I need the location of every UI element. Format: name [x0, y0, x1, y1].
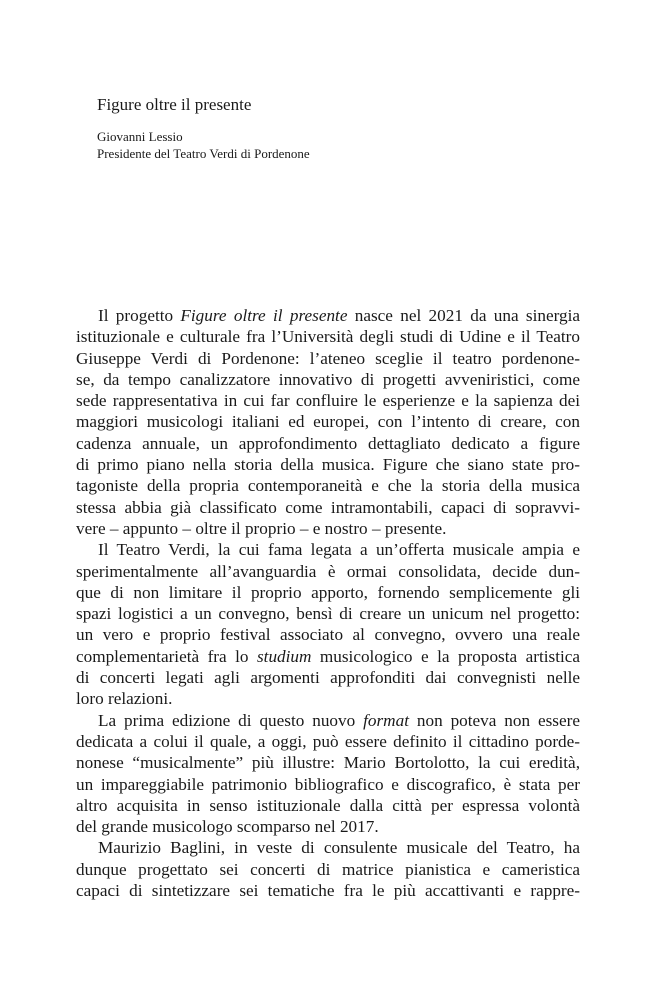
text-line: nonese “musicalmente” più illustre: Mario Bortolotto, la cui eredità,: [76, 753, 580, 773]
text-line: spazi logistici a un convegno, bensì di creare un unicum nel progetto:: [76, 604, 580, 624]
paragraph: [76, 305, 580, 539]
text-line: complementarietà fra lo studium musicologico e la proposta artistica: [76, 646, 581, 666]
italic-title: Figure oltre il presente: [180, 306, 348, 325]
text-line: del grande musicologo scomparso nel 2017.: [76, 817, 379, 837]
text-line: La prima edizione di questo nuovo format non poteva non essere: [98, 710, 580, 730]
text-line: dedicata a colui il quale, a oggi, può essere definito il cittadino porde-: [76, 731, 580, 751]
body-text: [76, 305, 580, 901]
text-line: di concerti legati agli argomenti approfonditi dai convegnisti nelle: [76, 668, 580, 688]
text-line: istituzionale e culturale fra l’Università degli studi di Udine e il Teatro: [76, 327, 580, 347]
italic-title: format: [363, 710, 409, 730]
text-line: Il progetto Figure oltre il presente nasce nel 2021 da una sinergia: [98, 306, 580, 325]
text-line: Il Teatro Verdi, la cui fama legata a un’offerta musicale ampia e: [98, 540, 580, 560]
text-line: capaci di sintetizzare sei tematiche fra le più accattivanti e rappre-: [76, 881, 580, 901]
author-role: Presidente del Teatro Verdi di Pordenone: [97, 146, 310, 161]
text-line: maggiori musicologi italiani ed europei, con l’intento di creare, con: [76, 412, 580, 432]
text-line: Maurizio Baglini, in veste di consulente musicale del Teatro, ha: [98, 838, 580, 858]
text-line: tagoniste della propria contemporaneità e che la storia della musica: [76, 476, 580, 496]
text-line: que di non limitare il proprio apporto, fornendo semplicemente gli: [76, 582, 580, 602]
text-line: vere – appunto – oltre il proprio – e nostro – presente.: [76, 518, 447, 538]
text-line: sede rappresentativa in cui far confluire le esperienze e la sapienza dei: [76, 391, 580, 411]
paragraph: [76, 837, 580, 901]
text-line: di primo piano nella storia della musica. Figure che siano state pro-: [76, 455, 580, 475]
text-line: altro acquisita in senso istituzionale dalla città per espressa volontà: [76, 795, 580, 815]
italic-title: studium: [256, 646, 312, 666]
text-line: un vero e proprio festival associato al convegno, ovvero una reale: [76, 625, 580, 645]
text-line: dunque progettato sei concerti di matrice pianistica e cameristica: [76, 859, 580, 879]
text-line: sperimentalmente all’avanguardia è ormai consolidata, decide dun-: [76, 561, 580, 581]
paragraph: [76, 539, 580, 709]
paragraph: [76, 710, 580, 838]
text-line: Giuseppe Verdi di Pordenone: l’ateneo sceglie il teatro pordenone-: [76, 348, 580, 368]
text-line: un impareggiabile patrimonio bibliografico e discografico, è stata per: [76, 774, 580, 794]
text-line: cadenza annuale, un approfondimento dettagliato dedicato a figure: [76, 433, 580, 453]
text-line: stessa abbia già classificato come intramontabili, capaci di sopravvi-: [76, 497, 580, 517]
author-name: Giovanni Lessio: [97, 129, 183, 144]
chapter-title: Figure oltre il presente: [97, 95, 252, 114]
text-line: se, da tempo canalizzatore innovativo di progetti avveniristici, come: [76, 369, 580, 389]
text-line: loro relazioni.: [76, 689, 173, 709]
author-block: [97, 128, 310, 162]
